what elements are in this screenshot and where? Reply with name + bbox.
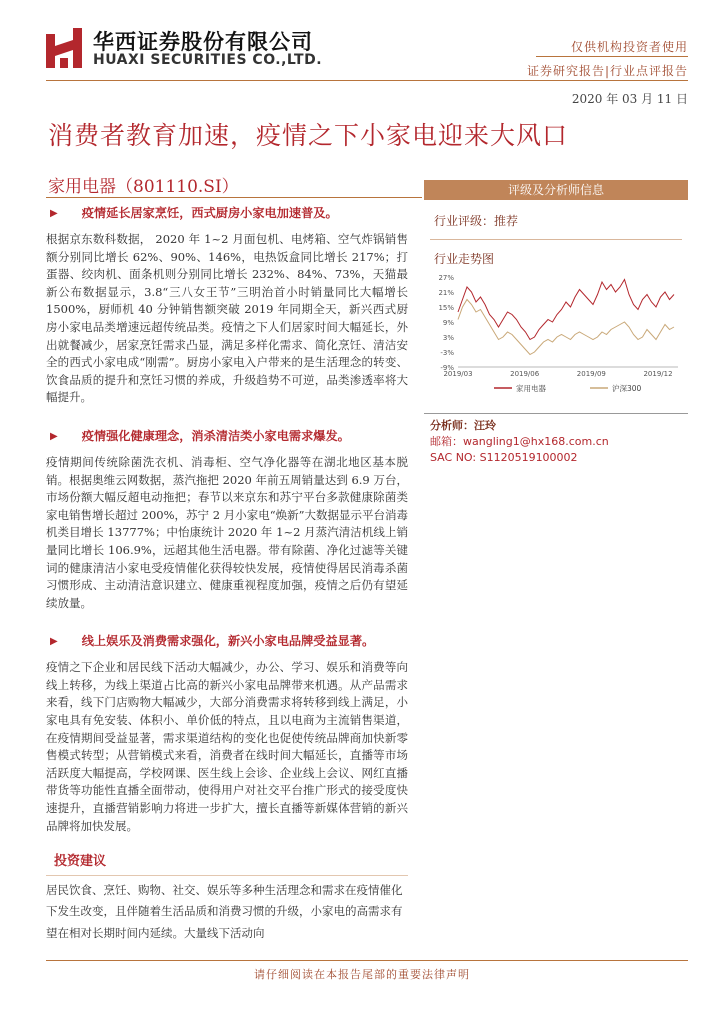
company-name-cn: 华西证券股份有限公司	[93, 30, 313, 54]
x-tick-label: 2019/09	[576, 370, 606, 378]
trend-chart-container	[424, 271, 688, 407]
trend-chart	[424, 271, 688, 403]
triangle-bullet-icon: ▶	[50, 636, 58, 648]
main-content	[46, 204, 408, 944]
triangle-bullet-icon: ▶	[50, 430, 58, 442]
analyst-info	[424, 418, 688, 466]
sidebar	[424, 180, 688, 466]
sidebar-box-title: 评级及分析师信息	[424, 180, 688, 200]
y-tick-label: -9%	[440, 364, 454, 372]
section-heading: ▶ 疫情强化健康理念，消杀清洁类小家电需求爆发。	[46, 427, 408, 446]
investment-divider	[46, 875, 408, 876]
section-body: 根据京东数科数据， 2020 年 1~2 月面包机、电烤箱、空气炸锅销售额分别同比增长 62%、90%、146%，电热饭盒同比增长 217%；打蛋器、绞肉机、面条机则分别同比增长 232%、84%、73%，天猫最新公布数据显示，3.8“三八女王节”三明治首小时销量同比大幅增长 1500%，厨师机 40 分钟销售额突破 2019 年同期全天，新兴西式厨房小家电品类增速远超传统品类。疫情之下人们居家时间大幅延长，外出就餐减少，居家烹饪需求凸显，满足多样化需求、简化烹饪、清洁安全的西式小家电成“刚需”。厨房小家电入户带来的是生活理念的转变、饮食品质的提升和烹饪习惯的养成，升级趋势不可逆，品类渗透率将大幅提升。	[46, 232, 408, 405]
section-1	[46, 204, 408, 407]
company-name-en: HUAXI SECURITIES CO.,LTD.	[93, 52, 323, 68]
analyst-name: 分析师：汪玲	[430, 419, 496, 432]
y-tick-label: 27%	[438, 274, 454, 282]
sector-label: 家用电器（801110.SI）	[48, 177, 239, 197]
trend-chart-label: 行业走势图	[434, 252, 495, 266]
series-line-home-appliances	[458, 280, 674, 340]
section-heading: ▶ 线上娱乐及消费需求强化，新兴小家电品牌受益显著。	[46, 632, 408, 651]
y-tick-label: 15%	[438, 304, 454, 312]
y-tick-label: 9%	[442, 319, 454, 327]
header-divider	[46, 80, 688, 81]
section-3	[46, 632, 408, 835]
legend-label: 家用电器	[516, 384, 546, 393]
report-date: 2020 年 03 月 11 日	[571, 92, 688, 106]
footer-divider	[46, 960, 688, 961]
section-body: 疫情之下企业和居民线下活动大幅减少，办公、学习、娱乐和消费等向线上转移，为线上渠道占比高的新兴小家电品牌带来机遇。从产品需求来看，线下门店购物大幅减少，大部分消费需求将转移到线上满足，小家电具有免安装、体积小、单价低的特点，且以电商为主流销售渠道，在疫情期间受益显著，需求渠道结构的变化也促使传统品牌商加快新零售模式转型；从营销模式来看，消费者在线时间大幅延长，直播等市场活跃度大幅提高，学校网课、医生线上会诊、企业线上会议、网红直播带货等功能性直播全面带动，使得用户对社交平台推广形式的接受度快速提升，直播营销影响力将进一步扩大，擅长直播等新媒体营销的新兴品牌将加快发展。	[46, 660, 408, 833]
x-tick-label: 2019/03	[443, 370, 473, 378]
y-tick-label: 21%	[438, 289, 454, 297]
analyst-sac: SAC NO: S1120519100002	[430, 451, 578, 464]
huaxi-logo-icon	[46, 28, 82, 68]
legend-label: 沪深300	[612, 384, 642, 393]
series-line-csi300	[458, 300, 674, 355]
y-tick-label: 3%	[442, 334, 454, 342]
usage-note: 仅供机构投资者使用	[570, 40, 688, 54]
section-heading: ▶ 疫情延长居家烹饪，西式厨房小家电加速普及。	[46, 204, 408, 223]
x-tick-label: 2019/06	[510, 370, 540, 378]
triangle-bullet-icon: ▶	[50, 208, 58, 219]
analyst-email[interactable]: 邮箱：wangling1@hx168.com.cn	[430, 435, 609, 448]
x-tick-label: 2019/12	[643, 370, 673, 378]
investment-body: 居民饮食、烹饪、购物、社交、娱乐等多种生活理念和需求在疫情催化下发生改变，且伴随着生活品质和消费习惯的升级，小家电的高需求有望在相对长期时间内延续。大量线下活动向	[46, 882, 403, 940]
section-body: 疫情期间传统除菌洗衣机、消毒柜、空气净化器等在湖北地区基本脱销。根据奥维云网数据，蒸汽拖把 2020 年前五周销量达到 6.9 万台，市场份额大幅反超电动拖把；春节以来京东和苏宁平台多款健康除菌类家电销售增长超过 200%，苏宁 2 月小家电“焕新”大数据显示平台消毒机类目增长 13777%；中怡康统计 2020 年 1~2 月蒸汽清洁机线上销量同比增长 106.9%，远超其他生活电器。带有除菌、净化过滤等关键词的健康清洁小家电受疫情催化获得较快发展，疫情使得居民消毒杀菌习惯形成、主动清洁意识建立、健康重视程度加强，疫情之后仍有望延续放量。	[46, 454, 408, 610]
sector-divider	[46, 197, 422, 198]
report-title: 消费者教育加速，疫情之下小家电迎来大风口	[48, 121, 569, 150]
header-divider-short	[536, 56, 688, 57]
section-2	[46, 427, 408, 612]
sidebar-divider	[430, 239, 682, 240]
report-type: 证券研究报告|行业点评报告	[526, 64, 688, 78]
investment-heading: 投资建议	[54, 854, 107, 870]
y-tick-label: -3%	[440, 349, 454, 357]
industry-rating: 行业评级：推荐	[434, 214, 519, 228]
footer-disclaimer: 请仔细阅读在本报告尾部的重要法律声明	[254, 968, 470, 981]
analyst-divider	[424, 413, 688, 414]
